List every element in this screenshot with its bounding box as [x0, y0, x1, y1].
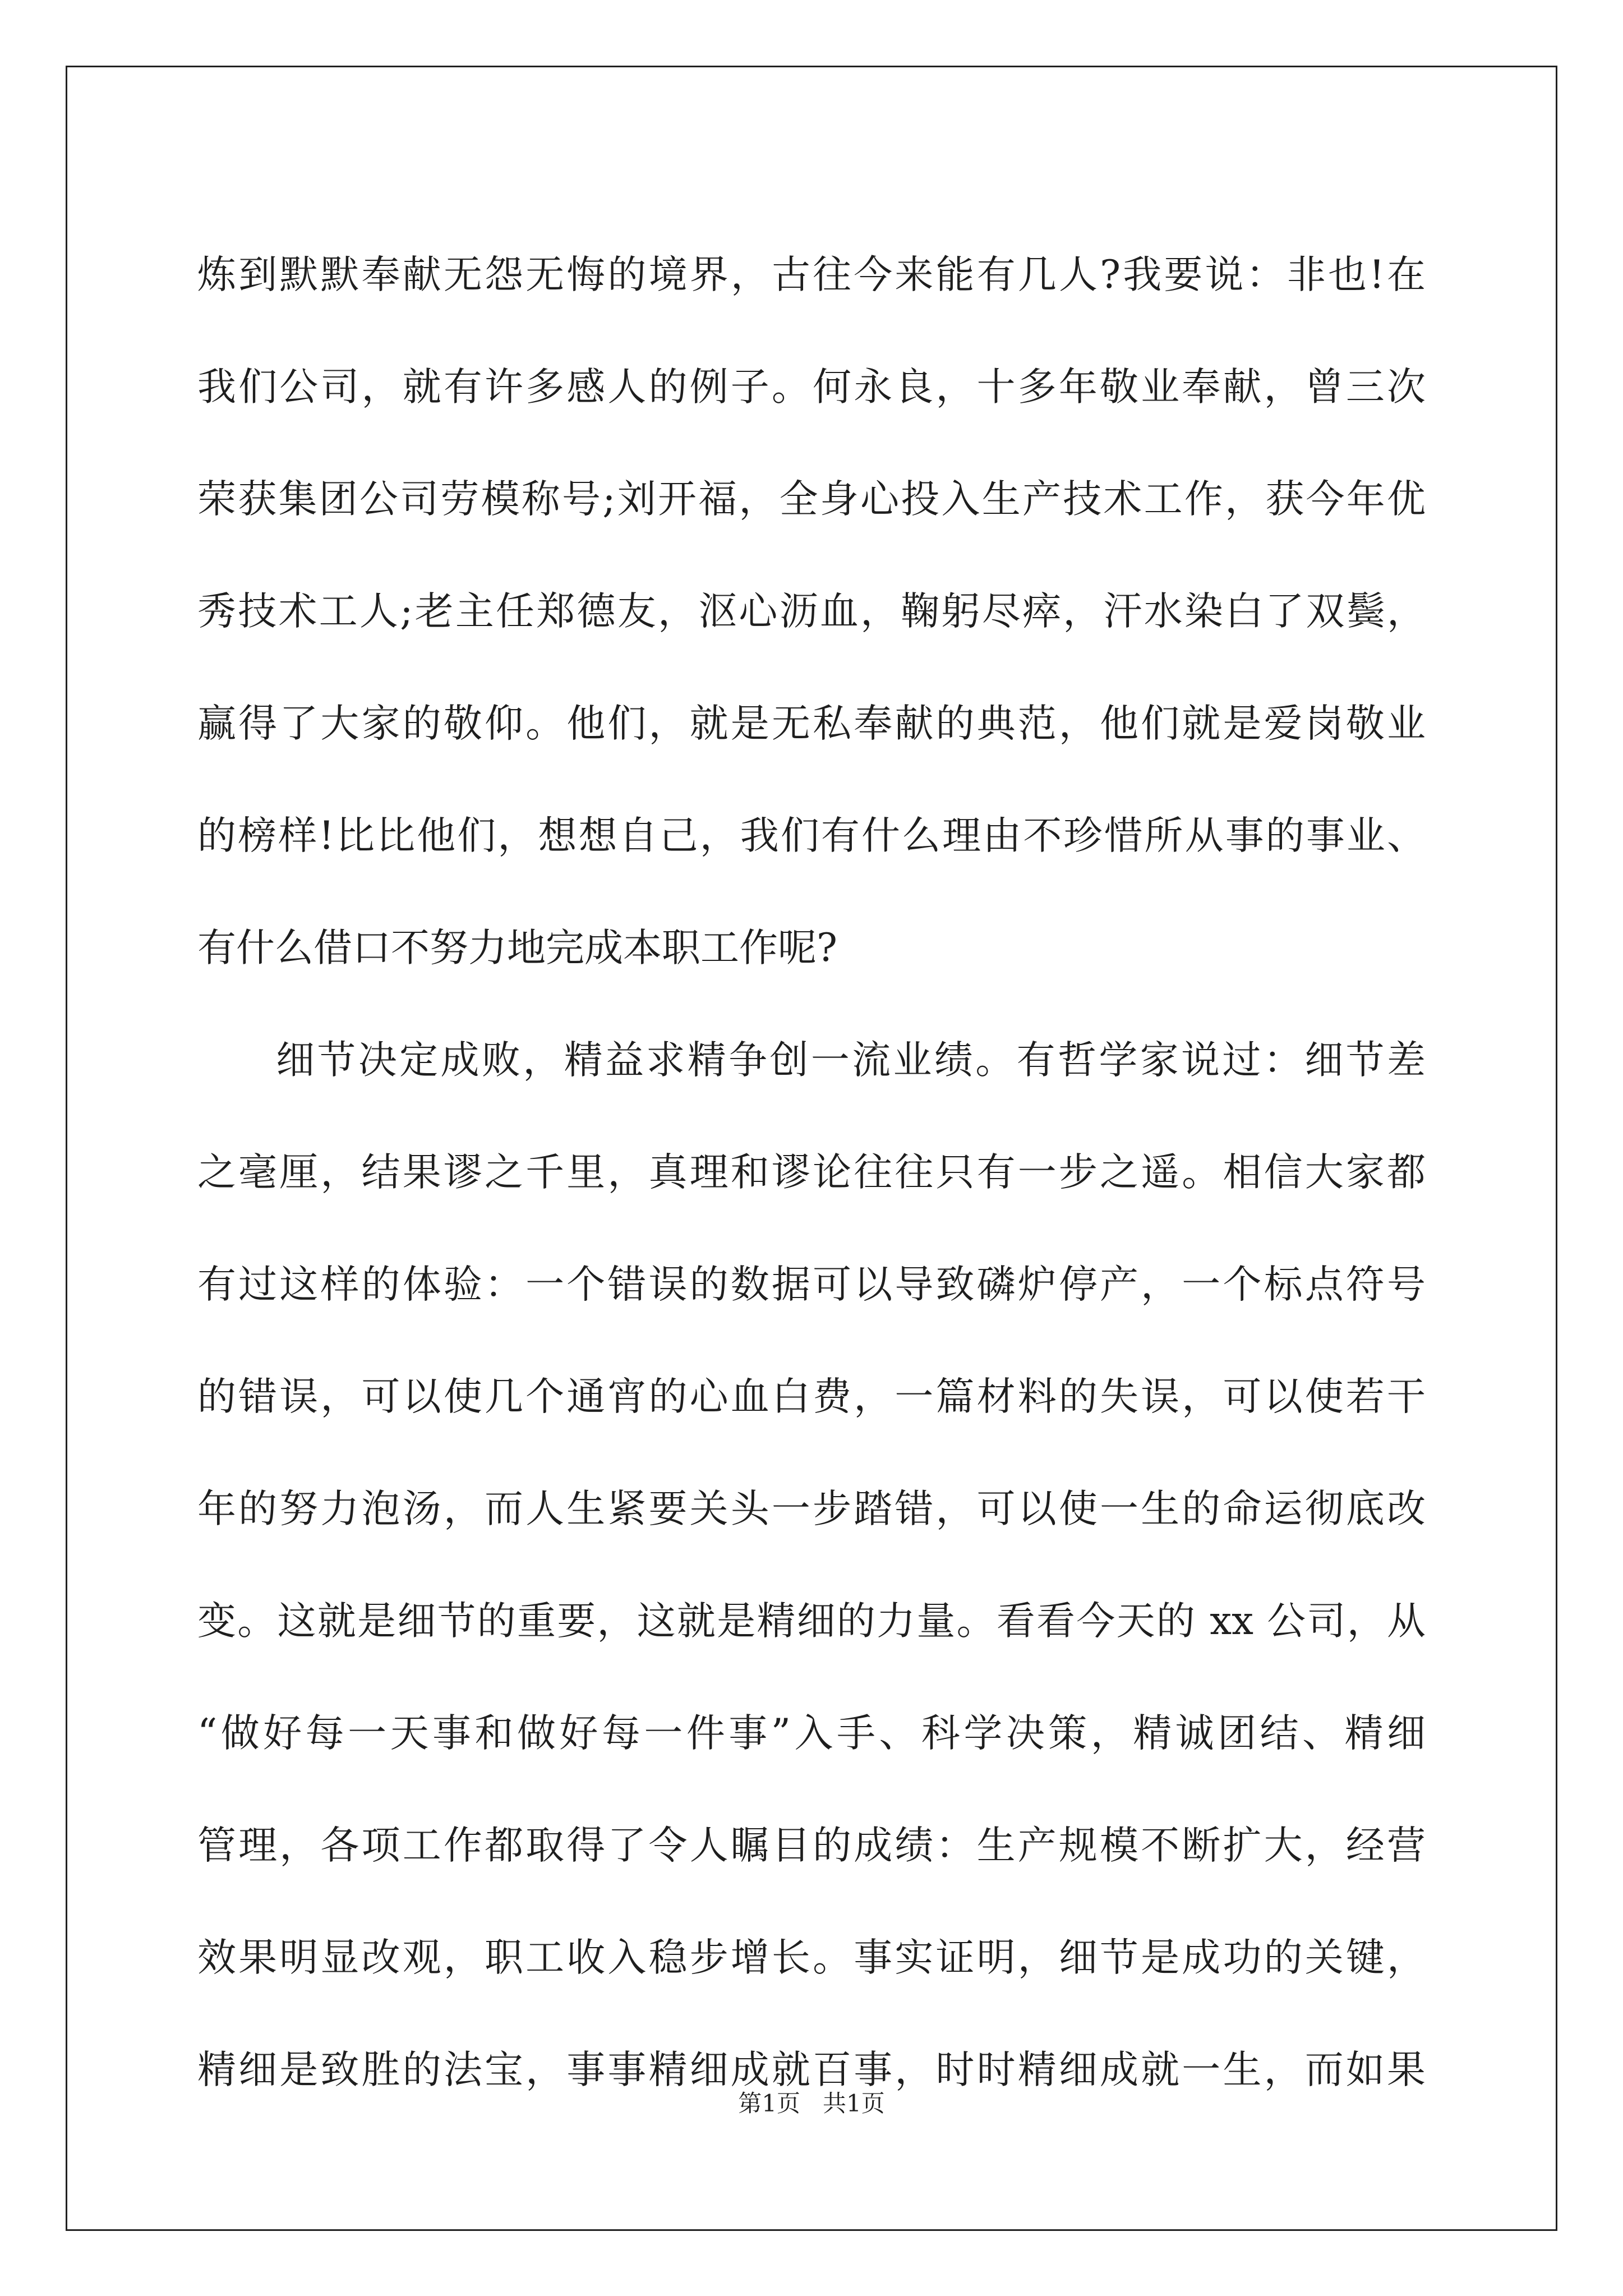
text-line: 荣获集团公司劳模称号;刘开福，全身心投入生产技术工作，获今年优 [197, 477, 1426, 522]
text-line: 管理，各项工作都取得了令人瞩目的成绩：生产规模不断扩大，经营 [197, 1823, 1426, 1868]
text-line: 秀技术工人;老主任郑德友，沤心沥血，鞠躬尽瘁，汗水染白了双鬓， [197, 589, 1426, 634]
text-line: 我们公司，就有许多感人的例子。何永良，十多年敬业奉献，曾三次 [197, 365, 1426, 409]
text-line: 的错误，可以使几个通宵的心血白费，一篇材料的失误，可以使若干 [197, 1374, 1426, 1419]
text-line: 年的努力泡汤，而人生紧要关头一步踏错，可以使一生的命运彻底改 [197, 1487, 1426, 1531]
text-line: 之毫厘，结果谬之千里，真理和谬论往往只有一步之遥。相信大家都 [197, 1150, 1426, 1195]
page-number: 第1页 共1页 [738, 2090, 885, 2117]
text-line: 炼到默默奉献无怨无悔的境界，古往今来能有几人?我要说：非也!在 [197, 252, 1426, 297]
text-line: 细节决定成败，精益求精争创一流业绩。有哲学家说过：细节差 [276, 1038, 1426, 1083]
text-line: 变。这就是细节的重要，这就是精细的力量。看看今天的 xx 公司，从 [197, 1599, 1426, 1644]
text-line: 有过这样的体验：一个错误的数据可以导致磷炉停产，一个标点符号 [197, 1262, 1426, 1307]
text-line: 赢得了大家的敬仰。他们，就是无私奉献的典范，他们就是爱岗敬业 [197, 701, 1426, 746]
text-line: “做好每一天事和做好每一件事”入手、科学决策，精诚团结、精细 [197, 1711, 1426, 1756]
text-line: 效果明显改观，职工收入稳步增长。事实证明，细节是成功的关键， [197, 1935, 1426, 1980]
text-line: 有什么借口不努力地完成本职工作呢? [197, 926, 837, 970]
text-line: 精细是致胜的法宝，事事精细成就百事，时时精细成就一生，而如果 [197, 2047, 1426, 2092]
text-line: 的榜样!比比他们，想想自己，我们有什么理由不珍惜所从事的事业、 [197, 813, 1426, 858]
document-body [197, 219, 1426, 2126]
